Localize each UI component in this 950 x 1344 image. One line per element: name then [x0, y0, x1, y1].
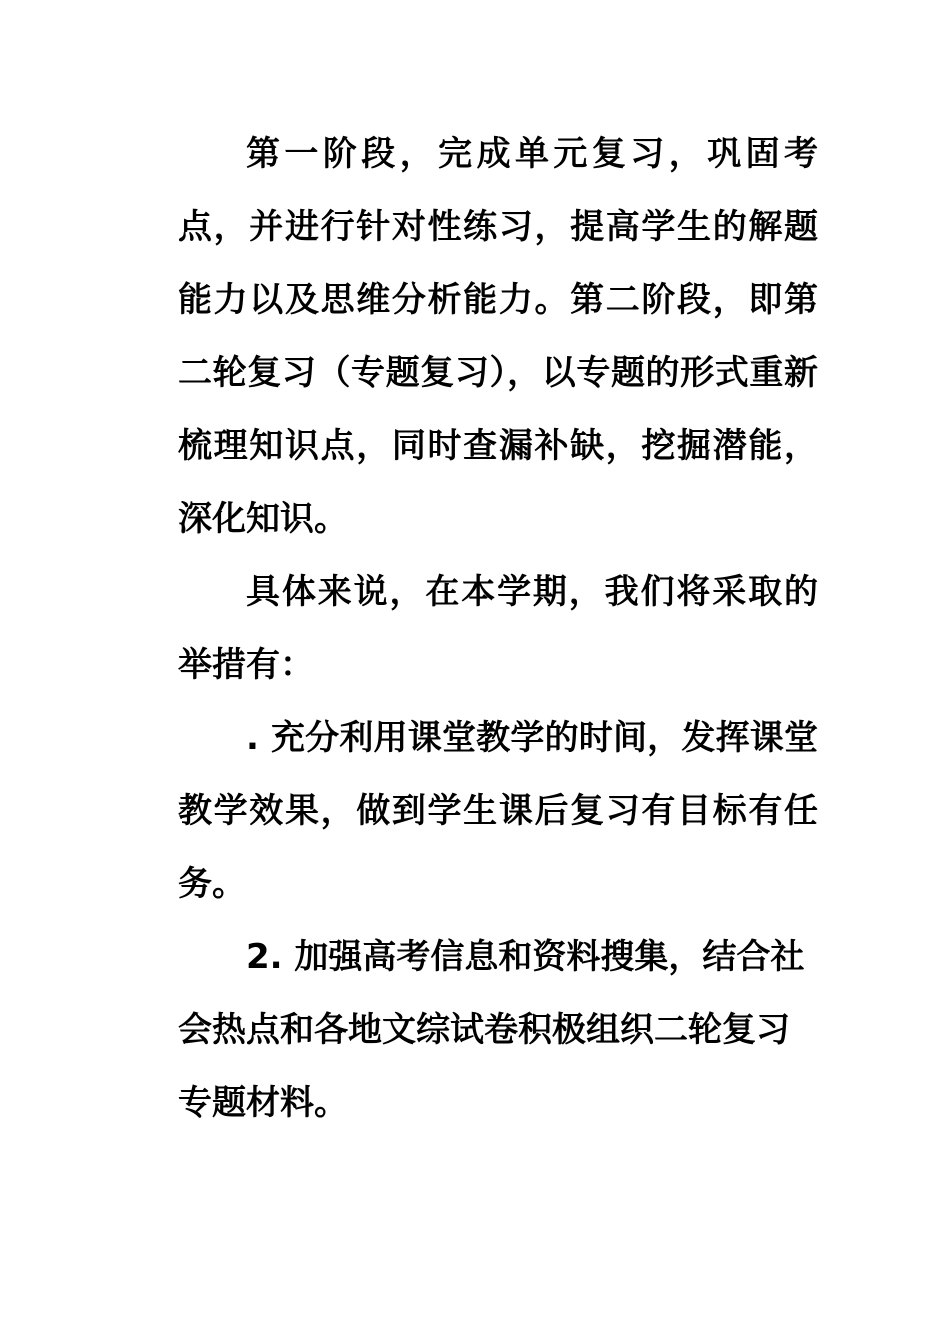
document-body — [178, 118, 818, 1140]
paragraph-measure-2: 2. 加强高考信息和资料搜集，结合社会热点和各地文综试卷积极组织二轮复习专题材料。 — [178, 937, 805, 1123]
paragraph-measures-intro: 具体来说，在本学期，我们将采取的举措有： — [178, 572, 818, 685]
paragraph-measure-1: . 充分利用课堂教学的时间，发挥课堂教学效果，做到学生课后复习有目标有任务。 — [178, 718, 818, 904]
paragraph-review-stages: 第一阶段，完成单元复习，巩固考点，并进行针对性练习，提高学生的解题能力以及思维分析能力。第二阶段，即第二轮复习（专题复习），以专题的形式重新梳理知识点，同时查漏补缺，挖掘潜能，深化知识。 — [178, 134, 818, 539]
